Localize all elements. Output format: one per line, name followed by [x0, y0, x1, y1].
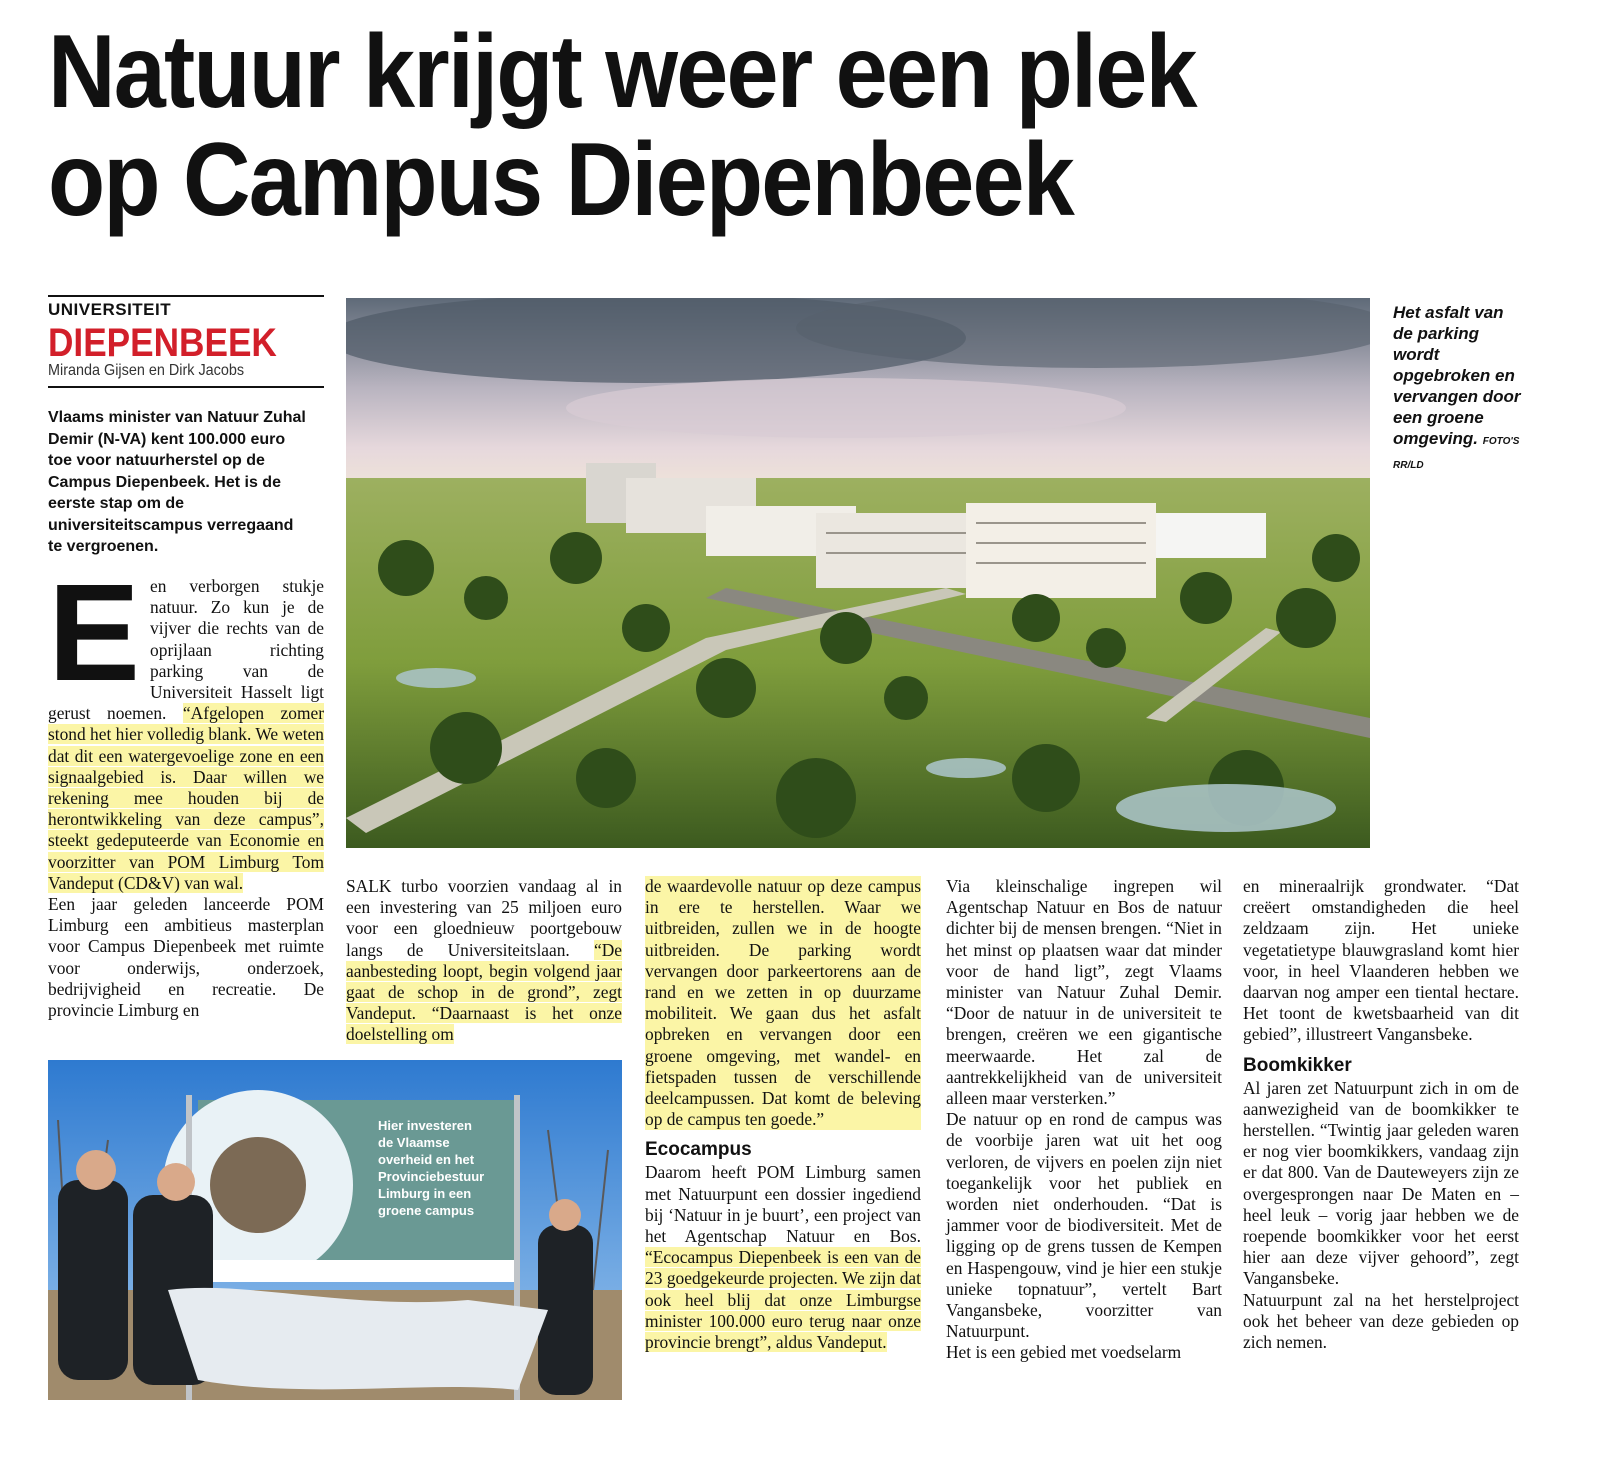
col4-paragraph-3: Het is een gebied met voedselarm: [946, 1342, 1182, 1363]
sign-unveiling-photo: [48, 1060, 622, 1400]
photo-caption: [1393, 302, 1523, 476]
photo-credit: FOTO'S RR/LD: [1393, 436, 1520, 471]
campus-rendering-photo: [346, 298, 1370, 848]
subhead-boomkikker: Boomkikker: [1243, 1054, 1352, 1076]
col1-paragraph-2: Een jaar geleden lanceerde POM Limburg een ambitieus masterplan voor Campus Diepenbeek met ruimte voor onderwijs, onderzoek, bedrijvigheid en recreatie. De provincie Limburg en: [48, 894, 324, 1021]
col3-paragraph-2: Daarom heeft POM Limburg samen met Natuurpunt een dossier ingediend bij ‘Natuur in je buurt’, een project van het Agentschap Natuur en Bos.: [645, 1162, 921, 1247]
col1-intro: en verborgen stukje natuur. Zo kun je de vijver die rechts van de oprijlaan richting parking van de Universiteit Hasselt ligt gerust noemen.: [48, 576, 324, 724]
kicker: UNIVERSITEIT: [48, 300, 172, 319]
col3-quote: de waardevolle natuur op deze campus in ere te herstellen. Waar we uitbreiden, zullen we in de hoogte uitbreiden. De parking wordt vervangen door parkeertorens aan de rand en we zetten in op duurzame mobiliteit. We gaan dus het asfalt opbreken en vervangen door een groene omgeving, met wandel- en fietspaden tussen de verschillende deelcampussen. Dat komt de beleving op de campus ten goede.”: [645, 876, 921, 1130]
subhead-ecocampus: Ecocampus: [645, 1139, 752, 1161]
headline-line-2: op Campus Diepenbeek: [48, 122, 1074, 238]
col5-paragraph-2: Al jaren zet Natuurpunt zich in om de aanwezigheid van de boomkikker te herstellen. “Twintig jaar geleden waren er nog vier boomkikkers, vandaag zijn er dat 800. Van de Dauteweyers zijn ze overgesprongen naar De Maten en – heel leuk – vorig jaar hebben we de roepende boomkikker voor het eerst hier aan deze vijver gehoord”, zegt Vangansbeke.: [1243, 1077, 1519, 1289]
byline: Miranda Gijsen en Dirk Jacobs: [48, 362, 245, 379]
top-rule: [48, 295, 324, 297]
drop-cap: E: [48, 556, 141, 710]
col2-text: SALK turbo voorzien vandaag al in een investering van 25 miljoen euro voor een gloednieuw poortgebouw langs de Universiteitslaan.: [346, 876, 622, 960]
lead-paragraph: Vlaams minister van Natuur Zuhal Demir (N-VA) kent 100.000 euro toe voor natuurherstel op de Campus Diepenbeek. Het is de eerste stap om de universiteitscampus verregaand te vergroenen.: [48, 409, 306, 555]
col3-quote-2: “Ecocampus Diepenbeek is een van de 23 goedgekeurde projecten. We zijn dat ook heel blij dat onze Limburgse minister 100.000 euro terug naar onze provincie brengt”, aldus Vandeput.: [645, 1247, 921, 1353]
body-column-1: [48, 556, 324, 1021]
dateline-place: DIEPENBEEK: [48, 321, 277, 365]
photo-caption-text: Het asfalt van de parking wordt opgebroken en vervangen door een groene omgeving.: [1393, 303, 1521, 448]
body-column-3: [645, 876, 921, 1353]
body-column-4: [946, 876, 1222, 1364]
body-column-2: [346, 876, 622, 1046]
headline: [48, 14, 1353, 238]
col4-paragraph-2: De natuur op en rond de campus was de voorbije jaren wat uit het oog verloren, de vijvers en poelen zijn niet toegankelijk voor het publiek en worden niet onderhouden. “Dat is jammer voor de biodiversiteit. Met de ligging op de grens tussen de Kempen en Haspengouw, vind je hier een stukje unieke topnatuur”, vertelt Bart Vangansbeke, voorzitter van Natuurpunt.: [946, 1109, 1222, 1342]
svg-text:Hier investeren de Vla: Hier investeren de Vlaamse overheid en het Provinciebestuur Limburg in een groene campus: [378, 1118, 485, 1218]
col1-quote: “Afgelopen zomer stond het hier volledig blank. We weten dat dit een watergevoelige zone en een signaalgebied is. Daar willen we rekening mee houden bij de herontwikkeling van deze campus”, steekt gedeputeerde van Economie en voorzitter van POM Limburg Tom Vandeput (CD&V) van wal.: [48, 703, 324, 893]
col5-paragraph-1: en mineraalrijk grondwater. “Dat creëert omstandigheden die heel zeldzaam zijn. Het unieke vegetatietype blauwgrasland komt hier voor, in heel Vlaanderen hebben we daarvan nog amper een tiental hectare. Het toont de kwetsbaarheid van dit gebied”, illustreert Vangansbeke.: [1243, 876, 1519, 1045]
headline-line-1: Natuur krijgt weer een plek: [48, 14, 1196, 130]
body-column-5: [1243, 876, 1519, 1353]
col5-paragraph-3: Natuurpunt zal na het herstelproject ook het beheer van deze gebieden op zich nemen.: [1243, 1289, 1519, 1353]
col4-paragraph-1: Via kleinschalige ingrepen wil Agentschap Natuur en Bos de natuur dichter bij de mensen brengen. “Niet in het minst op plaatsen waar dat minder voor de hand ligt”, zegt Vlaams minister van Natuur Zuhal Demir. “Door de natuur in de universiteit te brengen, creëren we een gigantische meerwaarde. Het zal de aantrekkelijkheid van de universiteit alleen maar versterken.”: [946, 876, 1222, 1109]
col2-quote: “De aanbesteding loopt, begin volgend jaar gaat de schop in de grond”, zegt Vandeput. “Daarnaast is het onze doelstelling om: [346, 939, 622, 1045]
bottom-rule: [48, 386, 324, 388]
